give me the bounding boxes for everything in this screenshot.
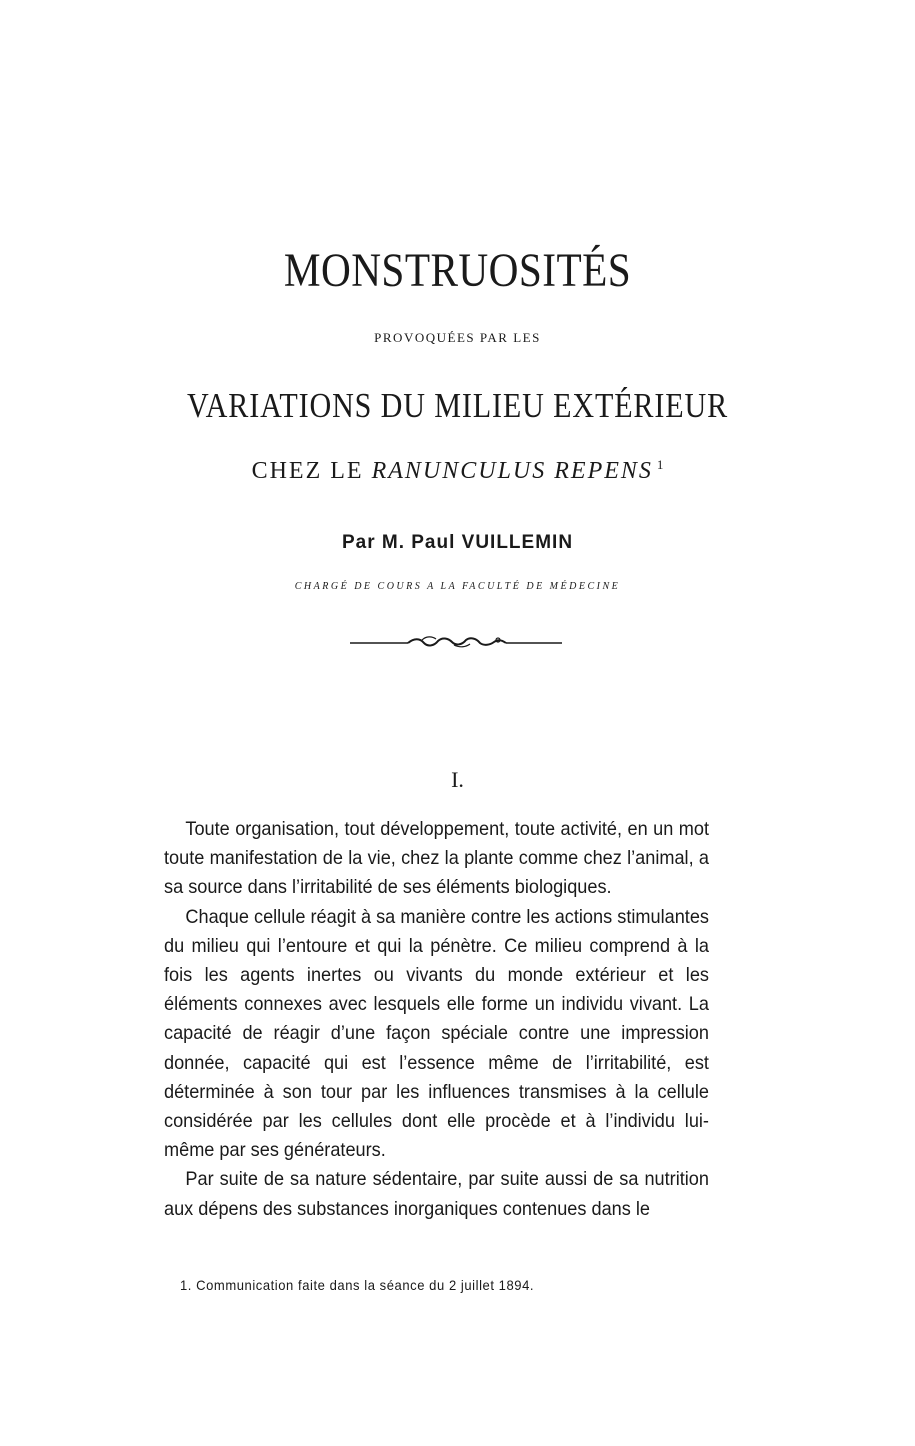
article-title: MONSTRUOSITÉS — [283, 244, 632, 297]
footnote: 1. Communication faite dans la séance du 2 juillet 1894. — [180, 1277, 535, 1293]
subtitle-prefix: CHEZ LE — [251, 458, 372, 484]
author-line: Par M. Paul VUILLEMIN — [341, 532, 574, 553]
footnote-marker: 1 — [656, 457, 664, 472]
body-text — [164, 815, 709, 1224]
species-name: RANUNCULUS REPENS — [371, 458, 653, 484]
section-number: I. — [451, 767, 464, 792]
article-subtitle-main: VARIATIONS DU MILIEU EXTÉRIEUR — [186, 386, 729, 425]
article-subtitle-connector: PROVOQUÉES PAR LES — [374, 330, 541, 345]
paragraph: Toute organisation, tout développement, toute activité, en un mot toute manifestation de la vie, chez la plante comme chez l’animal, a sa source dans l’irritabilité de ses éléments biologiques. — [164, 818, 709, 899]
author-affiliation: CHARGÉ DE COURS A LA FACULTÉ DE MÉDECINE — [294, 581, 621, 592]
article-subtitle-species-line — [0, 457, 915, 485]
decorative-flourish-icon — [350, 634, 562, 650]
paragraph: Chaque cellule réagit à sa manière contre les actions stimulantes du milieu qui l’entoure et qui la pénètre. Ce milieu comprend à la fois les agents inertes ou vivants du monde extérieur et les éléments connexes avec lesquels elle forme un individu vivant. La capacité de réagir d’une façon spéciale contre une impression donnée, capacité qui est l’essence même de l’irritabilité, est déterminée à son tour par les influences transmises à la cellule considérée par les cellules dont elle procède et à l’individu lui-même par ses générateurs. — [164, 905, 709, 1162]
paragraph: Par suite de sa nature sédentaire, par suite aussi de sa nutrition aux dépens des substances inorganiques contenues dans le — [164, 1168, 709, 1220]
